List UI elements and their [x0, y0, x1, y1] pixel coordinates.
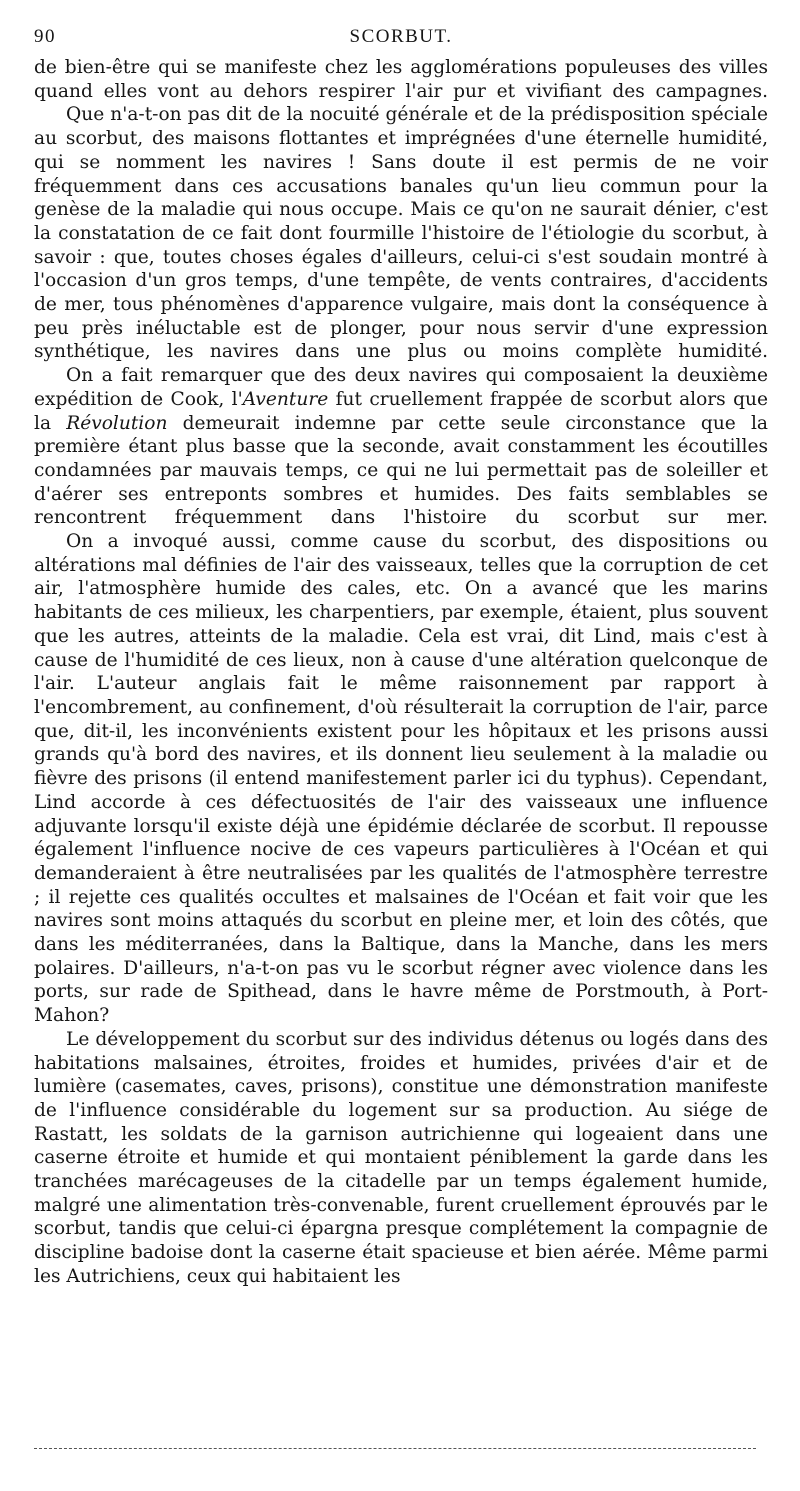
paragraph-air-of-vessels: On a invoqué aussi, comme cause du scorbut, des dispositions ou altérations mal définies de l'air des vaisseaux, telles que la corruption de cet air, l'atmosphère humide des cales, etc. On a avancé que les marins habitants de ces milieux, les charpentiers, par exemple, étaient, plus souvent que les autres, atteints de la maladie. Cela est vrai, dit Lind, mais c'est à cause de l'humidité de ces lieux, non à cause d'une altération quelconque de l'air. L'auteur anglais fait le même raisonnement par rapport à l'encombrement, au confinement, d'où résulterait la corruption de l'air, parce que, dit-il, les inconvénients existent pour les hôpitaux et les prisons aussi grands qu'à bord des navires, et ils donnent lieu seulement à la maladie ou fièvre des prisons (il entend manifestement parler ici du typhus). Cependant, Lind accorde à ces défectuosités de l'air des vaisseaux une influence adjuvante lorsqu'il existe déjà une épidémie déclarée de scorbut. Il repousse également l'influence nocive de ces vapeurs particulières à l'Océan et qui demanderaient à être neutralisées par les qualités de l'atmosphère terrestre ; il rejette ces qualités occultes et malsaines de l'Océan et fait voir que les navires sont moins attaqués du scorbut en pleine mer, et loin des côtés, que dans les méditerranées, dans la Baltique, dans la Manche, dans les mers polaires. D'ailleurs, n'a-t-on pas vu le scorbut régner avec violence dans les ports, sur rade de Spithead, dans le havre même de Porstmouth, à Port-Mahon? [34, 531, 768, 1027]
paragraph-text: On a fait remarquer que des deux navires qui composaient la deuxième expédition de Cook, l' [34, 365, 768, 410]
book-page [34, 26, 768, 1289]
paragraph-cook-expedition [34, 364, 768, 530]
paragraph-housing: Le développement du scorbut sur des individus détenus ou logés dans des habitations malsaines, étroites, froides et humides, privées d'air et de lumière (casemates, caves, prisons), constitue une démonstration manifeste de l'influence considérable du logement sur sa production. Au siége de Rastatt, les soldats de la garnison autrichienne qui logeaient dans une caserne étroite et humide et qui montaient péniblement la garde dans les tranchées marécageuses de la citadelle par un temps également humide, malgré une alimentation très-convenable, furent cruellement éprouvés par le scorbut, tandis que celui-ci épargna presque complétement la compagnie de discipline badoise dont la caserne était spacieuse et bien aérée. Même parmi les Autrichiens, ceux qui habitaient les [34, 1028, 768, 1287]
footer-rule [34, 1448, 756, 1449]
running-head [34, 26, 768, 56]
paragraph-text: demeurait indemne par cette seule circonstance que la première étant plus basse que la seconde, avait constamment les écoutilles condamnées par mauvais temps, ce qui ne lui permettait pas de soleiller et d'aérer ses entreponts sombres et humides. Des faits semblables se rencontrent fréquemment dans l'histoire du scorbut sur mer. [34, 412, 768, 529]
paragraph-text: fut cruellement frappée de scorbut alors que la [34, 388, 768, 434]
running-title: SCORBUT. [349, 26, 453, 47]
ship-name-revolution: Révolution [66, 412, 168, 434]
paragraph-continuation: de bien-être qui se manifeste chez les agglomérations populeuses des villes quand elles vont au dehors respirer l'air pur et vivifiant des campagnes. [34, 57, 768, 102]
page-number: 90 [34, 26, 56, 47]
ship-name-aventure: Aventure [242, 388, 329, 410]
body-text [34, 56, 768, 1289]
paragraph-ships-humidity: Que n'a-t-on pas dit de la nocuité générale et de la prédisposition spéciale au scorbut, des maisons flottantes et imprégnées d'une éternelle humidité, qui se nomment les navires ! Sans doute il est permis de ne voir fréquemment dans ces accusations banales qu'un lieu commun pour la genèse de la maladie qui nous occupe. Mais ce qu'on ne saurait dénier, c'est la constatation de ce fait dont fourmille l'histoire de l'étiologie du scorbut, à savoir : que, toutes choses égales d'ailleurs, celui-ci s'est soudain montré à l'occasion d'un gros temps, d'une tempête, de vents contraires, d'accidents de mer, tous phénomènes d'apparence vulgaire, mais dont la conséquence à peu près inéluctable est de plonger, pour nous servir d'une expression synthétique, les navires dans une plus ou moins complète humidité. [34, 104, 768, 363]
